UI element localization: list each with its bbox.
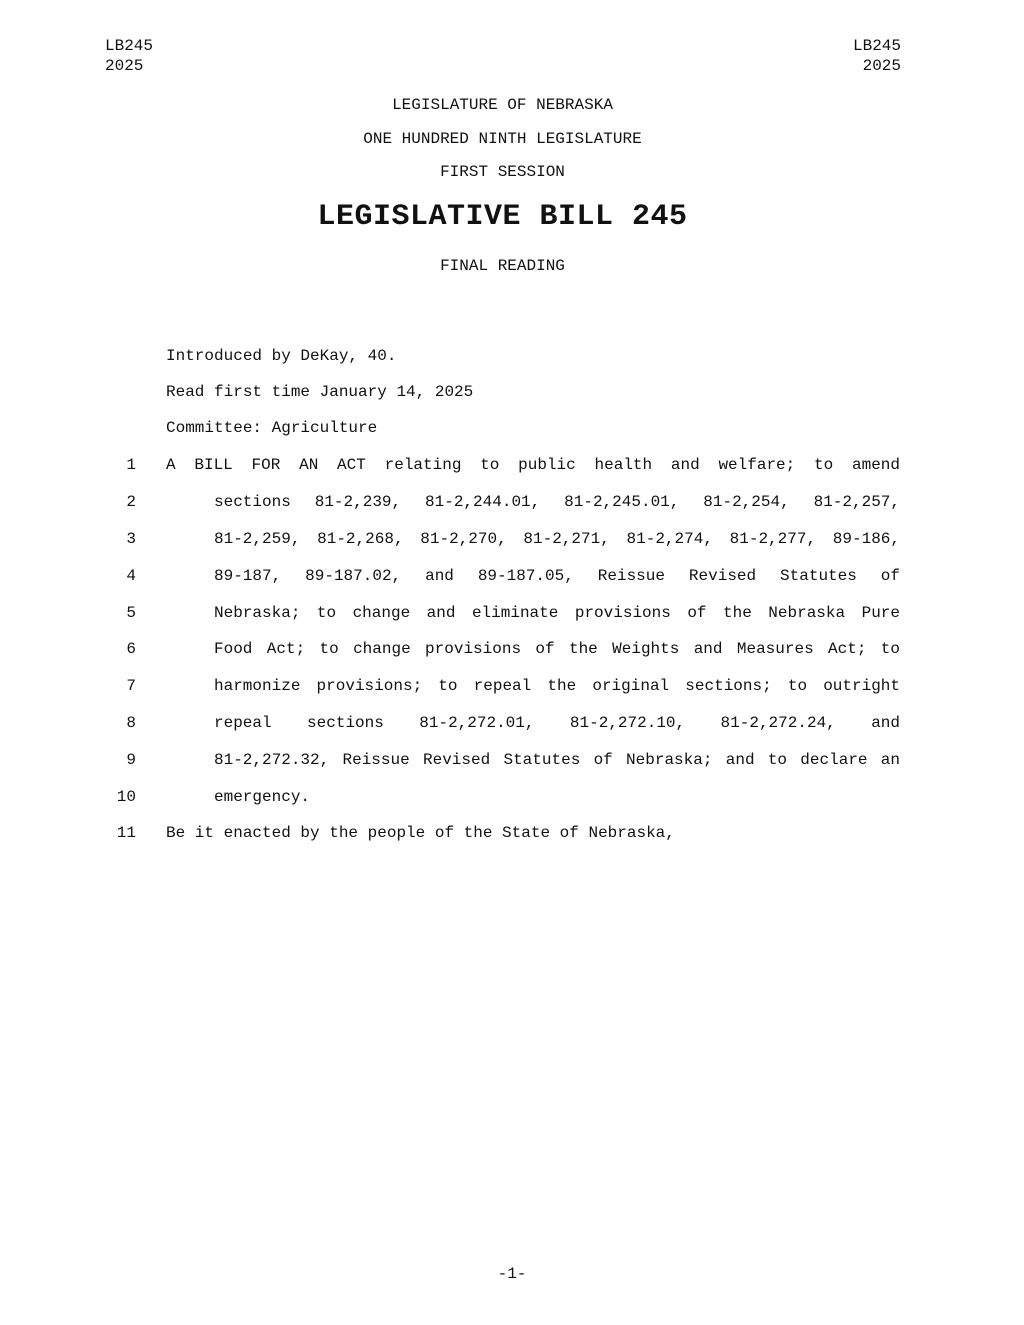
line-number: 8 — [126, 714, 136, 732]
page-number: -1- — [497, 1265, 527, 1283]
line-text: repeal sections 81-2,272.01, 81-2,272.10, 81-2,272.24, and — [214, 714, 900, 732]
line-number: 2 — [126, 493, 136, 511]
line-number: 5 — [126, 604, 136, 622]
header-right-bill: LB245 — [852, 37, 901, 55]
reading-label: FINAL READING — [440, 257, 565, 275]
line-number: 11 — [116, 824, 136, 842]
line-text: harmonize provisions; to repeal the original sections; to outright — [214, 677, 900, 695]
bill-line — [0, 493, 1024, 515]
bill-line — [0, 604, 1024, 626]
header-right-year: 2025 — [862, 57, 901, 75]
header-left-bill: LB245 — [105, 37, 154, 55]
bill-title: LEGISLATIVE BILL 245 — [317, 200, 688, 234]
legislature-name: LEGISLATURE OF NEBRASKA — [392, 96, 613, 114]
line-number: 4 — [126, 567, 136, 585]
line-text: A BILL FOR AN ACT relating to public health and welfare; to amend — [166, 456, 900, 474]
line-text: Food Act; to change provisions of the Weights and Measures Act; to — [214, 640, 900, 658]
bill-line — [0, 751, 1024, 773]
line-text: 81-2,259, 81-2,268, 81-2,270, 81-2,271, 81-2,274, 81-2,277, 89-186, — [214, 530, 900, 548]
bill-line — [0, 530, 1024, 552]
introduced-by: Introduced by DeKay, 40. — [166, 347, 397, 365]
line-number: 7 — [126, 677, 136, 695]
line-number: 3 — [126, 530, 136, 548]
bill-line — [0, 567, 1024, 589]
bill-line — [0, 788, 1024, 810]
line-number: 9 — [126, 751, 136, 769]
line-number: 6 — [126, 640, 136, 658]
line-text: sections 81-2,239, 81-2,244.01, 81-2,245.01, 81-2,254, 81-2,257, — [214, 493, 900, 511]
bill-line — [0, 714, 1024, 736]
line-text: Nebraska; to change and eliminate provisions of the Nebraska Pure — [214, 604, 900, 622]
line-text: Be it enacted by the people of the State of Nebraska, — [166, 824, 675, 842]
line-text: 81-2,272.32, Reissue Revised Statutes of Nebraska; and to declare an — [214, 751, 900, 769]
legislature-number: ONE HUNDRED NINTH LEGISLATURE — [363, 130, 642, 148]
session-label: FIRST SESSION — [440, 163, 565, 181]
bill-line — [0, 456, 1024, 478]
committee: Committee: Agriculture — [166, 419, 378, 437]
bill-line — [0, 824, 1024, 846]
header-left — [105, 36, 153, 76]
bill-line — [0, 640, 1024, 662]
line-text: emergency. — [214, 788, 311, 806]
line-number: 10 — [116, 788, 136, 806]
header-left-year: 2025 — [105, 57, 144, 75]
bill-line — [0, 677, 1024, 699]
read-first-time: Read first time January 14, 2025 — [166, 383, 474, 401]
header-right — [853, 36, 901, 76]
line-number: 1 — [126, 456, 136, 474]
line-text: 89-187, 89-187.02, and 89-187.05, Reissue Revised Statutes of — [214, 567, 900, 585]
